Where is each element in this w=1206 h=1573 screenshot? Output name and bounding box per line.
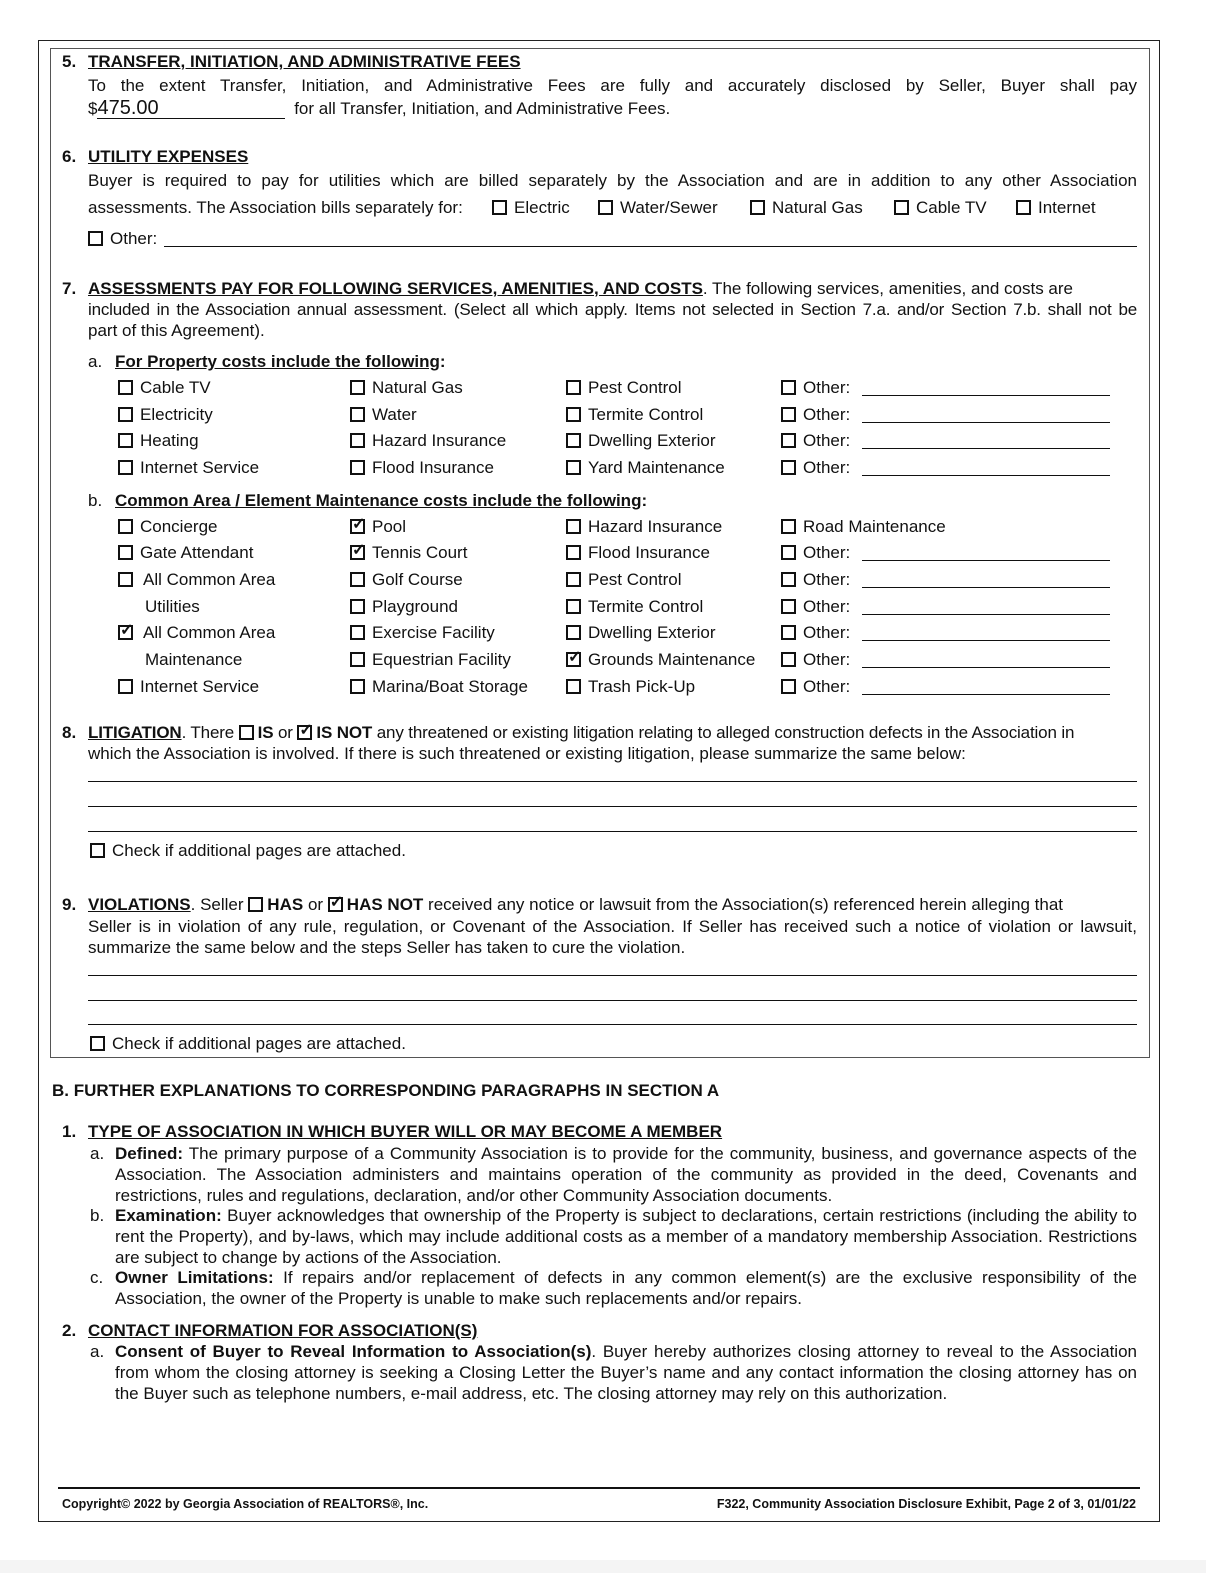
s8-summary-line-3[interactable] [88, 831, 1137, 832]
label: Water [372, 405, 417, 424]
checkbox-is[interactable] [239, 725, 254, 740]
label: Yard Maintenance [588, 458, 725, 477]
s7a-other-4-field[interactable] [862, 475, 1110, 476]
label-utility-other: Other: [110, 229, 158, 248]
utility-natural-gas[interactable] [750, 197, 863, 218]
checkbox[interactable] [350, 625, 365, 640]
s7b-playground[interactable] [350, 596, 458, 617]
checkbox[interactable] [350, 407, 365, 422]
b1b-paragraph [115, 1205, 1137, 1268]
label: Playground [372, 597, 459, 616]
s7a-title: For Property costs include the following [115, 352, 440, 371]
s8-t2: any threatened or existing litigation relating to alleged construction defects in the Association in [376, 723, 1075, 742]
label: Check if additional pages are attached. [112, 1034, 406, 1053]
s7a-heading: For Property costs include the following: [115, 352, 446, 371]
s7b-maintenance-wrap: Maintenance [145, 650, 243, 669]
b1a-letter: a. [90, 1144, 105, 1163]
label: Other: [803, 458, 851, 477]
s7a-yard-maintenance[interactable] [566, 457, 725, 478]
label: Other: [803, 570, 851, 589]
s7a-natural-gas[interactable] [350, 377, 463, 398]
footer-rule [58, 1487, 1140, 1489]
label: Termite Control [588, 597, 704, 616]
label: Internet Service [140, 458, 260, 477]
s8-line2: which the Association is involved. If there is such threatened or existing litigation, please summarize the same below: [88, 744, 966, 763]
s9-line3: summarize the same below and the steps Seller has taken to cure the violation. [88, 938, 686, 957]
s7a-cable-tv[interactable] [118, 377, 211, 398]
s7b-letter: b. [88, 491, 103, 510]
checkbox[interactable] [90, 843, 105, 858]
utility-cable-tv[interactable] [894, 197, 987, 218]
s9-line1 [88, 894, 1063, 915]
s7a-other-1-field[interactable] [862, 395, 1110, 396]
checkbox[interactable] [118, 433, 133, 448]
section-b-heading: B. FURTHER EXPLANATIONS TO CORRESPONDING PARAGRAPHS IN SECTION A [52, 1081, 720, 1100]
b1c-bold: Owner Limitations: [115, 1268, 274, 1287]
s7a-other-4[interactable] [781, 457, 850, 478]
footer-copyright: Copyright© 2022 by Georgia Association of REALTORS®, Inc. [62, 1497, 429, 1511]
checkbox[interactable] [566, 519, 581, 534]
s8-additional-pages[interactable] [90, 840, 406, 861]
checkbox[interactable] [566, 380, 581, 395]
label: Flood Insurance [372, 458, 494, 477]
label: Pest Control [588, 570, 682, 589]
checkbox[interactable] [566, 433, 581, 448]
s7a-dwelling-exterior[interactable] [566, 430, 716, 451]
checkbox[interactable] [781, 407, 796, 422]
checkbox[interactable] [781, 460, 796, 475]
s7a-internet-service[interactable] [118, 457, 259, 478]
label: Tennis Court [372, 543, 468, 562]
checkbox[interactable] [350, 599, 365, 614]
s8-line1 [88, 722, 1074, 743]
s7-intro1: . The following services, amenities, and costs are [702, 279, 1074, 298]
s7b-internet-service[interactable] [118, 676, 259, 697]
s7b-other-1[interactable] [781, 542, 850, 563]
utility-other-field[interactable] [164, 246, 1137, 247]
label: Other: [803, 677, 851, 696]
s7-line1 [88, 278, 1073, 299]
checkbox[interactable] [566, 625, 581, 640]
s7b-other-4-field[interactable] [862, 640, 1110, 641]
s7a-other-3-field[interactable] [862, 448, 1110, 449]
label-internet: Internet [1038, 198, 1096, 217]
s6-line2: assessments. The Association bills separately for: [88, 198, 463, 217]
label: Natural Gas [372, 378, 463, 397]
checkbox[interactable] [118, 572, 133, 587]
checkbox-checked[interactable] [350, 519, 365, 534]
s5-after-amount: for all Transfer, Initiation, and Administrative Fees. [294, 99, 671, 118]
s7a-pest-control[interactable] [566, 377, 682, 398]
label: Dwelling Exterior [588, 623, 716, 642]
s9-t1: . Seller [190, 895, 244, 914]
checkbox[interactable] [781, 625, 796, 640]
s5-line1: To the extent Transfer, Initiation, and Administrative Fees are fully and accurately disclosed by Seller, Buyer shall pay [88, 76, 1137, 95]
s7a-other-1[interactable] [781, 377, 850, 398]
label: Electricity [140, 405, 213, 424]
label: Gate Attendant [140, 543, 254, 562]
label: Check if additional pages are attached. [112, 841, 406, 860]
checkbox[interactable] [90, 1036, 105, 1051]
s7b-concierge[interactable] [118, 516, 218, 537]
checkbox[interactable] [781, 545, 796, 560]
checkbox[interactable] [566, 545, 581, 560]
s7b-other-6-field[interactable] [862, 694, 1110, 695]
label: Other: [803, 543, 851, 562]
label: Marina/Boat Storage [372, 677, 528, 696]
s9-title: VIOLATIONS [88, 895, 191, 914]
s7b-road-maintenance[interactable] [781, 516, 946, 537]
s7b-golf-course[interactable] [350, 569, 463, 590]
s7b-equestrian-facility[interactable] [350, 649, 511, 670]
s7-intro3: part of this Agreement). [88, 321, 265, 340]
b2-number: 2. [62, 1321, 77, 1340]
s7b-other-5[interactable] [781, 649, 850, 670]
s9-has: HAS [267, 895, 304, 914]
checkbox[interactable] [781, 679, 796, 694]
b1c-paragraph [115, 1267, 1137, 1309]
b1-number: 1. [62, 1122, 77, 1141]
checkbox-electric[interactable] [492, 200, 507, 215]
checkbox[interactable] [118, 460, 133, 475]
checkbox[interactable] [118, 519, 133, 534]
b2a-letter: a. [90, 1342, 105, 1361]
s8-summary-line-1[interactable] [88, 781, 1137, 782]
checkbox[interactable] [781, 519, 796, 534]
b2a-paragraph [115, 1341, 1137, 1404]
checkbox-cable-tv[interactable] [894, 200, 909, 215]
label: Hazard Insurance [588, 517, 723, 536]
s7b-other-2[interactable] [781, 569, 850, 590]
b1a-text: The primary purpose of a Community Association is to provide for the community, business, and governance aspects of the Association. The Association administers and maintains operation of the community as provided in the deed, Covenants and restrictions, rules and regulations, declaration, and/or other Community Association documents. [115, 1144, 1137, 1205]
s7-number: 7. [62, 279, 77, 298]
s7a-water[interactable] [350, 404, 417, 425]
checkbox[interactable] [350, 433, 365, 448]
b1-title: TYPE OF ASSOCIATION IN WHICH BUYER WILL OR MAY BECOME A MEMBER [88, 1122, 723, 1141]
s9-summary-line-2[interactable] [88, 1000, 1137, 1001]
footer-form-id: F322, Community Association Disclosure Exhibit, Page 2 of 3, 01/01/22 [716, 1497, 1136, 1511]
utility-internet[interactable] [1016, 197, 1096, 218]
checkbox[interactable] [566, 572, 581, 587]
s7b-other-5-field[interactable] [862, 667, 1110, 668]
s7b-other-3[interactable] [781, 596, 850, 617]
b1c-letter: c. [90, 1268, 104, 1287]
label-cable-tv: Cable TV [916, 198, 987, 217]
s7a-letter: a. [88, 352, 103, 371]
s7b-marina-boat-storage[interactable] [350, 676, 528, 697]
s9-summary-line-1[interactable] [88, 975, 1137, 976]
s7a-termite-control[interactable] [566, 404, 703, 425]
s9-or: or [307, 895, 324, 914]
label: All Common Area [143, 623, 276, 642]
label: Dwelling Exterior [588, 431, 716, 450]
checkbox[interactable] [118, 407, 133, 422]
checkbox[interactable] [781, 652, 796, 667]
s7b-all-common-area-maintenance[interactable] [118, 622, 275, 643]
label: Grounds Maintenance [588, 650, 756, 669]
s7-intro2: included in the Association annual assessment. (Select all which apply. Items not selected in Section 7.a. and/or Section 7.b. shall not be [88, 300, 1137, 319]
s7b-other-6[interactable] [781, 676, 850, 697]
label: Road Maintenance [803, 517, 946, 536]
checkbox[interactable] [781, 572, 796, 587]
s7b-other-3-field[interactable] [862, 614, 1110, 615]
s7b-termite-control[interactable] [566, 596, 703, 617]
label: All Common Area [143, 570, 276, 589]
checkbox[interactable] [566, 407, 581, 422]
b1a-bold: Defined: [115, 1144, 183, 1163]
s7b-pool[interactable] [350, 516, 406, 537]
checkbox-checked[interactable] [350, 545, 365, 560]
s8-or: or [277, 723, 293, 742]
b2a-text: . Buyer hereby authorizes closing attorney to reveal to the Association from whom the closing attorney is seeking a Closing Letter the Buyer’s name and any contact information the closing attorney has on the Buyer such as telephone numbers, e-mail address, etc. The closing attorney may rely on this authorization. [115, 1342, 1137, 1403]
b1b-bold: Examination: [115, 1206, 222, 1225]
label: Other: [803, 405, 851, 424]
checkbox[interactable] [781, 433, 796, 448]
s7b-gate-attendant[interactable] [118, 542, 253, 563]
s7a-other-2-field[interactable] [862, 422, 1110, 423]
s8-summary-line-2[interactable] [88, 806, 1137, 807]
b2a-bold: Consent of Buyer to Reveal Information to Association(s) [115, 1342, 592, 1361]
s7a-flood-insurance[interactable] [350, 457, 494, 478]
s7b-other-2-field[interactable] [862, 587, 1110, 588]
checkbox[interactable] [781, 599, 796, 614]
s7b-pest-control[interactable] [566, 569, 682, 590]
label-water-sewer: Water/Sewer [620, 198, 718, 217]
label: Cable TV [140, 378, 211, 397]
label: Equestrian Facility [372, 650, 511, 669]
utility-water-sewer[interactable] [598, 197, 718, 218]
s7a-heating[interactable] [118, 430, 199, 451]
s5-title: TRANSFER, INITIATION, AND ADMINISTRATIVE FEES [88, 52, 521, 71]
checkbox[interactable] [118, 545, 133, 560]
s7b-all-common-area-utilities[interactable] [118, 569, 275, 590]
s8-t1: . There [181, 723, 235, 742]
label: Other: [803, 623, 851, 642]
utility-electric[interactable] [492, 197, 570, 218]
s7b-heading: Common Area / Element Maintenance costs include the following: [115, 491, 648, 510]
s7b-tennis-court[interactable] [350, 542, 467, 563]
s7a-other-3[interactable] [781, 430, 850, 451]
s7b-utilities-wrap: Utilities [145, 597, 200, 616]
label: Golf Course [372, 570, 463, 589]
s7b-other-1-field[interactable] [862, 560, 1110, 561]
checkbox-has[interactable] [248, 897, 263, 912]
s6-number: 6. [62, 147, 77, 166]
label: Other: [803, 597, 851, 616]
label: Other: [803, 431, 851, 450]
checkbox-utility-other[interactable] [88, 231, 103, 246]
label: Trash Pick-Up [588, 677, 696, 696]
checkbox[interactable] [118, 679, 133, 694]
checkbox[interactable] [566, 599, 581, 614]
checkbox-checked[interactable] [566, 652, 581, 667]
label: Heating [140, 431, 199, 450]
checkbox-has-not-checked[interactable] [328, 897, 343, 912]
s9-t2: received any notice or lawsuit from the Association(s) referenced herein alleging that [428, 895, 1064, 914]
s7b-grounds-maintenance[interactable] [566, 649, 755, 670]
label: Concierge [140, 517, 218, 536]
checkbox-natural-gas[interactable] [750, 200, 765, 215]
s6-line1: Buyer is required to pay for utilities which are billed separately by the Association and are in addition to any other Association [88, 171, 1137, 190]
s9-additional-pages[interactable] [90, 1033, 406, 1054]
label: Other: [803, 378, 851, 397]
label-natural-gas: Natural Gas [772, 198, 863, 217]
b1b-letter: b. [90, 1206, 105, 1225]
s7b-other-4[interactable] [781, 622, 850, 643]
label: Hazard Insurance [372, 431, 507, 450]
s7b-flood-insurance[interactable] [566, 542, 710, 563]
dollar-sign: $ [88, 99, 98, 118]
checkbox[interactable] [566, 460, 581, 475]
s7b-dwelling-exterior[interactable] [566, 622, 716, 643]
checkbox[interactable] [350, 679, 365, 694]
checkbox[interactable] [118, 380, 133, 395]
s5-number: 5. [62, 52, 77, 71]
label: Pest Control [588, 378, 682, 397]
checkbox[interactable] [350, 380, 365, 395]
s8-is-not: IS NOT [316, 723, 373, 742]
label: Other: [803, 650, 851, 669]
checkbox[interactable] [350, 460, 365, 475]
checkbox-checked[interactable] [118, 625, 133, 640]
checkbox-is-not-checked[interactable] [297, 725, 312, 740]
s9-number: 9. [62, 895, 77, 914]
b1c-text: If repairs and/or replacement of defects in any common element(s) are the exclusive responsibility of the Association, the owner of the Property is unable to make such replacements and/or repairs. [115, 1268, 1137, 1308]
checkbox[interactable] [781, 380, 796, 395]
s8-is: IS [257, 723, 274, 742]
label: Termite Control [588, 405, 704, 424]
s8-number: 8. [62, 723, 77, 742]
s7a-other-2[interactable] [781, 404, 850, 425]
s9-line2: Seller is in violation of any rule, regulation, or Covenant of the Association. If Seller has received such a notice of violation or lawsuit, [88, 917, 1137, 936]
checkbox[interactable] [350, 572, 365, 587]
s7b-exercise-facility[interactable] [350, 622, 495, 643]
s5-fee-row [88, 98, 670, 119]
s9-summary-line-3[interactable] [88, 1024, 1137, 1025]
label-electric: Electric [514, 198, 570, 217]
label: Exercise Facility [372, 623, 495, 642]
s7b-hazard-insurance[interactable] [566, 516, 722, 537]
s7b-title: Common Area / Element Maintenance costs include the following [115, 491, 642, 510]
b2-title: CONTACT INFORMATION FOR ASSOCIATION(S) [88, 1321, 478, 1340]
s7a-hazard-insurance[interactable] [350, 430, 506, 451]
s9-has-not: HAS NOT [346, 895, 424, 914]
s7a-electricity[interactable] [118, 404, 213, 425]
checkbox-water-sewer[interactable] [598, 200, 613, 215]
label: Internet Service [140, 677, 260, 696]
checkbox[interactable] [566, 679, 581, 694]
s6-title: UTILITY EXPENSES [88, 147, 249, 166]
checkbox-internet[interactable] [1016, 200, 1031, 215]
s7b-trash-pick-up[interactable] [566, 676, 695, 697]
s7-title: ASSESSMENTS PAY FOR FOLLOWING SERVICES, AMENITIES, AND COSTS [88, 279, 703, 298]
b1b-text: Buyer acknowledges that ownership of the Property is subject to declarations, certain restrictions (including the ability to rent the Property), and by-laws, which may include additional costs as a member of a mandatory membership Association. Restrictions are subject to change by actions of the Association. [115, 1206, 1137, 1267]
s8-title: LITIGATION [88, 723, 182, 742]
fee-amount-field[interactable]: 475.00 [97, 98, 285, 119]
checkbox[interactable] [350, 652, 365, 667]
utility-other[interactable] [88, 228, 157, 249]
b1a-paragraph [115, 1143, 1137, 1206]
label: Flood Insurance [588, 543, 710, 562]
label: Pool [372, 517, 407, 536]
